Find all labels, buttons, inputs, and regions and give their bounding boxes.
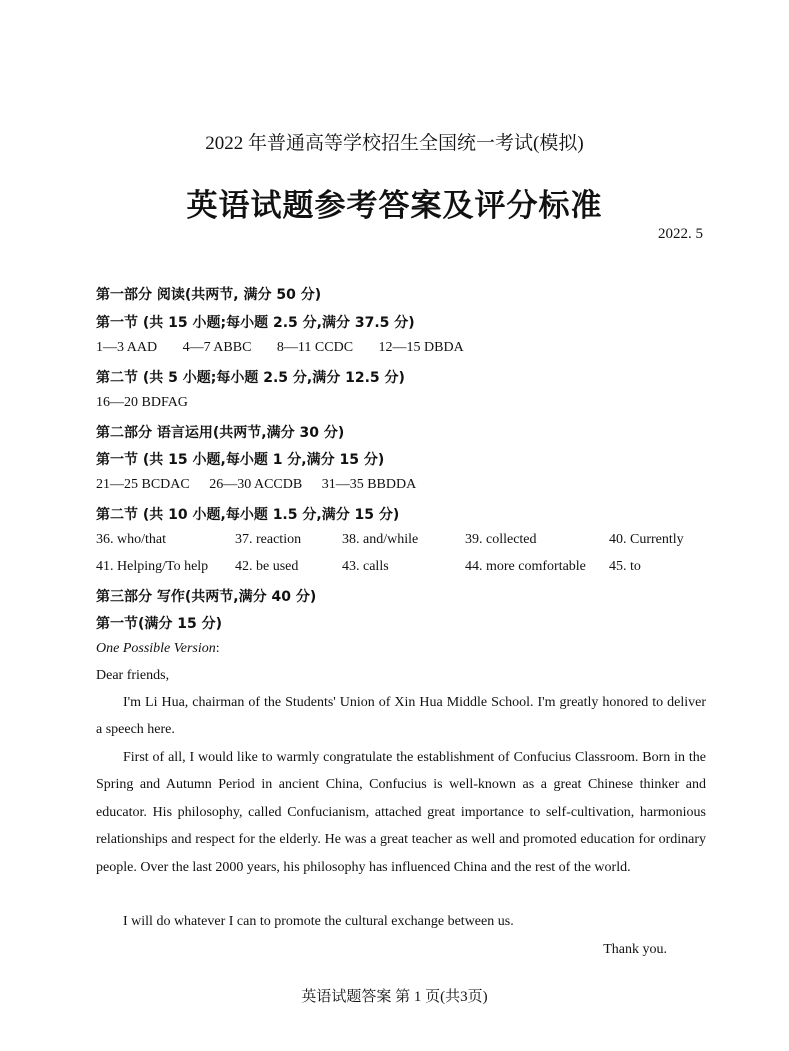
answer-36: 36. who/that bbox=[96, 532, 166, 547]
page-title: 英语试题参考答案及评分标准 bbox=[186, 188, 603, 224]
exam-title: 2022 年普通高等学校招生全国统一考试(模拟) bbox=[205, 133, 584, 154]
part3-section1-heading: 第一节(满分 15 分) bbox=[96, 616, 223, 632]
part1-section1-heading: 第一节 (共 15 小题;每小题 2.5 分,满分 37.5 分) bbox=[96, 315, 415, 331]
part3-heading: 第三部分 写作(共两节,满分 40 分) bbox=[96, 589, 317, 605]
answer-42: 42. be used bbox=[235, 559, 299, 574]
part2-section1-answers bbox=[96, 477, 416, 493]
answer-group: 21—25 BCDAC bbox=[96, 477, 190, 492]
answer-45: 45. to bbox=[609, 559, 641, 574]
version-label-text: One Possible Version bbox=[96, 641, 216, 656]
part2-section2-heading: 第二节 (共 10 小题,每小题 1.5 分,满分 15 分) bbox=[96, 507, 400, 523]
part1-heading: 第一部分 阅读(共两节, 满分 50 分) bbox=[96, 287, 322, 303]
answer-group: 26—30 ACCDB bbox=[209, 477, 303, 492]
answer-43: 43. calls bbox=[342, 559, 389, 574]
essay-paragraph-3: I will do whatever I can to promote the cultural exchange between us. bbox=[123, 914, 514, 929]
version-label bbox=[96, 641, 220, 657]
signoff: Thank you. bbox=[603, 942, 667, 957]
answer-group: 8—11 CCDC bbox=[276, 340, 354, 355]
part1-section2-heading: 第二节 (共 5 小题;每小题 2.5 分,满分 12.5 分) bbox=[96, 370, 405, 386]
answer-44: 44. more comfortable bbox=[465, 559, 586, 574]
part2-heading: 第二部分 语言运用(共两节,满分 30 分) bbox=[96, 425, 345, 441]
answer-group: 4—7 ABBC bbox=[182, 340, 252, 355]
answer-group: 12—15 DBDA bbox=[378, 340, 464, 355]
answer-41: 41. Helping/To help bbox=[96, 559, 209, 574]
page-footer: 英语试题答案 第 1 页(共3页) bbox=[301, 989, 488, 1005]
answer-39: 39. collected bbox=[465, 532, 537, 547]
essay-paragraph-2: First of all, I would like to warmly congratulate the establishment of Confucius Classroom. Born in the Spring and Autumn Period in ancient China, Confucius is well-known as a great Chinese thinker and educator. His philosophy, called Confucianism, attached great importance to self-cultivation, harmonious relationships and respect for the elderly. He was a great teacher as well and promoted education for ordinary people. Over the last 2000 years, his philosophy has influenced China and the rest of the world. bbox=[96, 750, 706, 875]
greeting: Dear friends, bbox=[96, 668, 170, 683]
version-colon: : bbox=[215, 641, 220, 656]
part1-section1-answers bbox=[96, 340, 464, 356]
answer-group: 1—3 AAD bbox=[96, 340, 158, 355]
answer-40: 40. Currently bbox=[609, 532, 684, 547]
answer-37: 37. reaction bbox=[235, 532, 302, 547]
date: 2022. 5 bbox=[658, 226, 703, 242]
essay-paragraph-1: I'm Li Hua, chairman of the Students' Union of Xin Hua Middle School. I'm greatly honored to deliver a speech here. bbox=[96, 695, 706, 738]
answer-38: 38. and/while bbox=[342, 532, 419, 547]
part2-section1-heading: 第一节 (共 15 小题,每小题 1 分,满分 15 分) bbox=[96, 452, 385, 468]
answer-group: 31—35 BBDDA bbox=[321, 477, 417, 492]
part1-section2-answers: 16—20 BDFAG bbox=[96, 395, 188, 410]
